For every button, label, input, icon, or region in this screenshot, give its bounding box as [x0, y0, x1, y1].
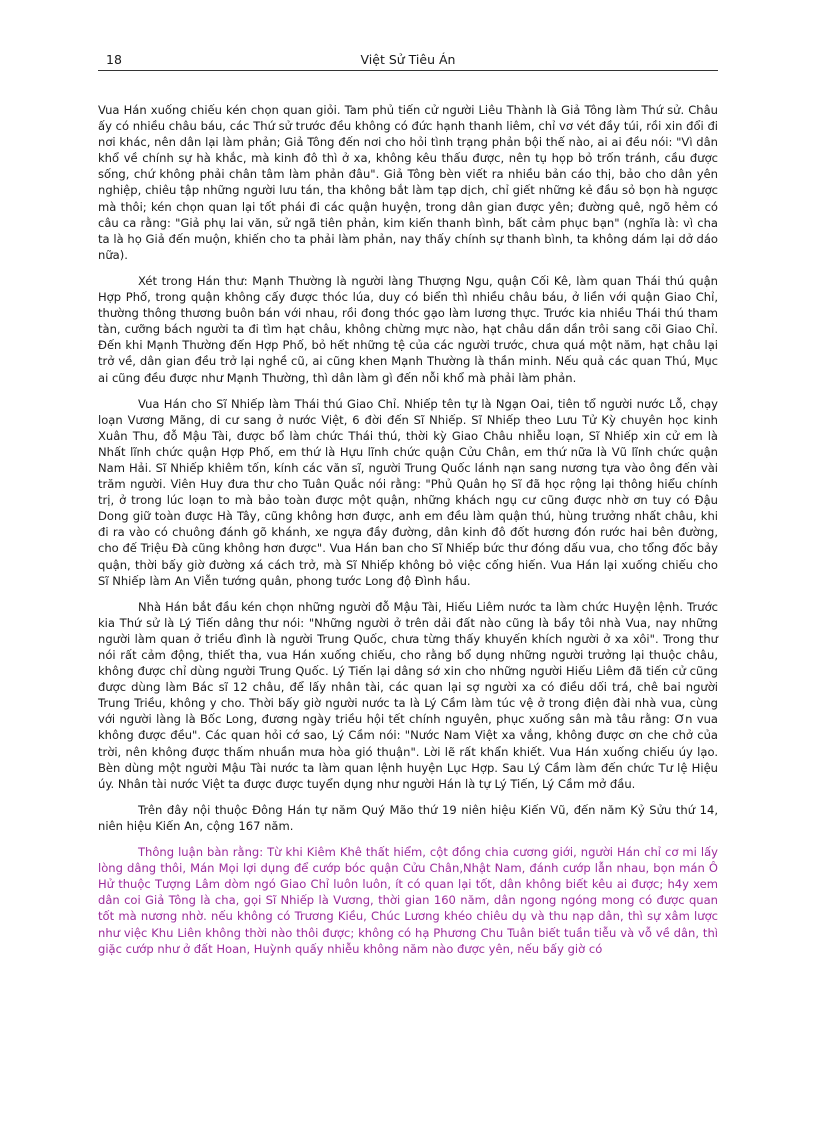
- running-title: Việt Sử Tiêu Án: [360, 52, 456, 67]
- paragraph-summary: Trên đây nội thuộc Đông Hán tự năm Quý Mão thứ 19 niên hiệu Kiến Vũ, đến năm Kỷ Sửu thứ 14, niên hiệu Kiến An, cộng 167 năm.: [98, 802, 718, 833]
- paragraph-commentary: Thông luận bàn rằng: Từ khi Kiêm Khê thất hiểm, cột đồng chia cương giới, người Hán chỉ cơ mi lấy lòng dâng thôi, Mán Mọi lợi dụng để cướp bóc quận Cửu Chân,Nhật Nam, đánh cướp lẫn nhau, bọn mán Ô Hử thuộc Tượng Lâm dòm ngó Giao Chỉ luôn luôn, ít có quan lại tốt, dân không biết kêu ai được; h4y xem dân coi Giả Tông là cha, gọi Sĩ Nhiếp là Vương, thời gian 160 năm, dân ngong ngóng mong có được quan tốt mà nương nhờ. nếu không có Trương Kiều, Chúc Lương khéo chiêu dụ và thu nạp dân, thì sự xâm lược như việc Khu Liên không thời nào thôi được; không có hạ Phương Chu Tuân biết tuần tiễu và vỗ về dân, thì giặc cướp như ở đất Hoan, Huỳnh quấy nhiễu không năm nào được yên, nếu bấy giờ có: [98, 845, 718, 956]
- page-number: 18: [106, 52, 122, 67]
- body-text: [98, 102, 718, 967]
- page-header: [98, 50, 718, 71]
- paragraph-giatong: Vua Hán xuống chiếu kén chọn quan giỏi. Tam phủ tiến cử người Liêu Thành là Giả Tông làm Thứ sử. Châu ấy có nhiều châu báu, các Thứ sử trước đều không có đức hạnh thanh liêm, chỉ vơ vét đầy túi, rồi xin đổi đi nơi khác, nên dân lại làm phản; Giả Tông đến nơi cho hỏi tình trạng phản bội thế nào, ai ai đều nói: "Vì dân khổ về chính sự hà khắc, mà kinh đô thì ở xa, không kêu thấu được, nên tụ họp bỏ trốn tránh, cầu được sống, chứ không phải chân tâm làm phản đâu". Giả Tông bèn viết ra nhiều bản cáo thị, bảo cho dân yên nghiệp, chiêu tập những người lưu tán, tha không bắt làm tạp dịch, chỉ giết những kẻ đầu sỏ bọn hà ngược mà thôi; kén chọn quan lại tốt phái đi các quận huyện, trong dân gian được yên; đường quê, ngõ hẻm có câu ca rằng: "Giả phụ lai văn, sử ngã tiên phản, kim kiến thanh bình, bất cảm phục bạn" (nghĩa là: vì cha ta là họ Giả đến muộn, khiến cho ta phải làm phản, nay thấy chính sự thanh bình, ta không dám lại dở dáo nữa).: [98, 103, 718, 262]
- paragraph-lycam: Nhà Hán bắt đầu kén chọn những người đỗ Mậu Tài, Hiếu Liêm nước ta làm chức Huyện lệnh. Trước kia Thứ sử là Lý Tiến dâng thư nói: "Những người ở trên dải đất nào cũng là bầy tôi nhà Vua, nay những người làm quan ở triều đình là người Trung Quốc, chưa từng thấy khuyến khích người ở xa xôi". Trong thư nói rất cảm động, thiết tha, vua Hán xuống chiếu, cho rằng bổ dụng những người trưởng lại thuộc châu, không được chỉ dùng người Trung Quốc. Lý Tiến lại dâng sớ xin cho những người Hiếu Liêm đã tiến cử cũng được dùng làm Bác sĩ 12 châu, để lấy nhân tài, các quan lại sợ người xa có điều dối trá, chê bai người Trung Triều, không y cho. Thời bấy giờ người nước ta là Lý Cầm làm túc vệ ở trong điện đài nhà vua, cùng với người làng là Bốc Long, đương ngày triều hội tết chính nguyên, phục xuống sân mà tâu rằng: Ơn vua không được đều". Các quan hỏi cớ sao, Lý Cầm nói: "Nước Nam Việt xa vắng, không được ơn che chở của trời, nên không được thấm nhuần mưa hòa gió thuận". Lời lẽ rất khẩn khiết. Vua Hán xuống chiếu úy lạo. Bèn dùng một người Mậu Tài nước ta làm quan lệnh huyện Lục Hợp. Sau Lý Cầm làm đến chức Tư lệ Hiệu úy. Nhân tài nước Việt ta được được tuyển dụng như người Hán là tự Lý Tiến, Lý Cầm mở đầu.: [98, 599, 718, 791]
- paragraph-sinhiep: Vua Hán cho Sĩ Nhiếp làm Thái thú Giao Chỉ. Nhiếp tên tự là Ngạn Oai, tiên tổ người nước Lỗ, chạy loạn Vương Mãng, di cư sang ở nước Việt, 6 đời đến Sĩ Nhiếp. Sĩ Nhiếp theo Lưu Tử Kỳ chuyên học kinh Xuân Thu, đỗ Mậu Tài, được bổ làm chức Thái thú, thời kỳ Giao Châu nhiễu loạn, Sĩ Nhiếp xin cử em là Nhất lĩnh chức quận Hợp Phố, em thứ là Hựu lĩnh chức quận Cửu Chân, em thứ nữa là Vũ lĩnh chức quận Nam Hải. Sĩ Nhiếp khiêm tốn, kính các văn sĩ, người Trung Quốc lánh nạn sang nương tựa vào ông đến vài trăm người. Viên Huy đưa thư cho Tuân Quắc nói rằng: "Phủ Quân họ Sĩ đã học rộng lại thông hiểu chính trị, ở trong lúc loạn to mà bảo toàn được một quận, những khách ngụ cư cũng được nhờ ơn tuy có Đậu Dong giữ toàn được Hà Tây, cũng không hơn được, anh em đều làm quận thú, hùng trưởng nhất châu, khi đi ra vào có chuông đánh gõ khánh, xe ngựa đầy đường, dân kinh đô đốt hương đón rước hai bên đường, cho đế Triệu Đà cũng không hơn được". Vua Hán ban cho Sĩ Nhiếp bức thư đóng dấu vua, cho tổng đốc bảy quận, thời bấy giờ đường xá cách trở, mà Sĩ Nhiếp không bỏ việc cống hiến. Vua Hán lại xuống chiếu cho Sĩ Nhiếp làm An Viễn tướng quân, phong tước Long độ Đình hầu.: [98, 396, 718, 588]
- paragraph-manhthuong: Xét trong Hán thư: Mạnh Thường là người làng Thượng Ngu, quận Cối Kê, làm quan Thái thú quận Hợp Phố, trong quận không cấy được thóc lúa, duy có biển thì nhiều châu báu, ở liền với quận Giao Chỉ, thường thông thương buôn bán với nhau, rồi đong thóc gạo làm lương thực. Trước kia nhiều Thái thú tham tàn, cưỡng bách người ta đi tìm hạt châu, không chừng mực nào, hạt châu dần dần trôi sang cõi Giao Chỉ. Đến khi Mạnh Thường đến Hợp Phố, bỏ hết những tệ của các người trước, chưa quá một năm, hạt châu lại trở về, dân gian đều trở lại nghề cũ, ai cũng khen Mạnh Thường là thần minh. Nếu quả các quan Thú, Mục ai cũng đều được như Mạnh Thường, thì dân làm gì đến nỗi khổ mà phải làm phản.: [98, 273, 718, 385]
